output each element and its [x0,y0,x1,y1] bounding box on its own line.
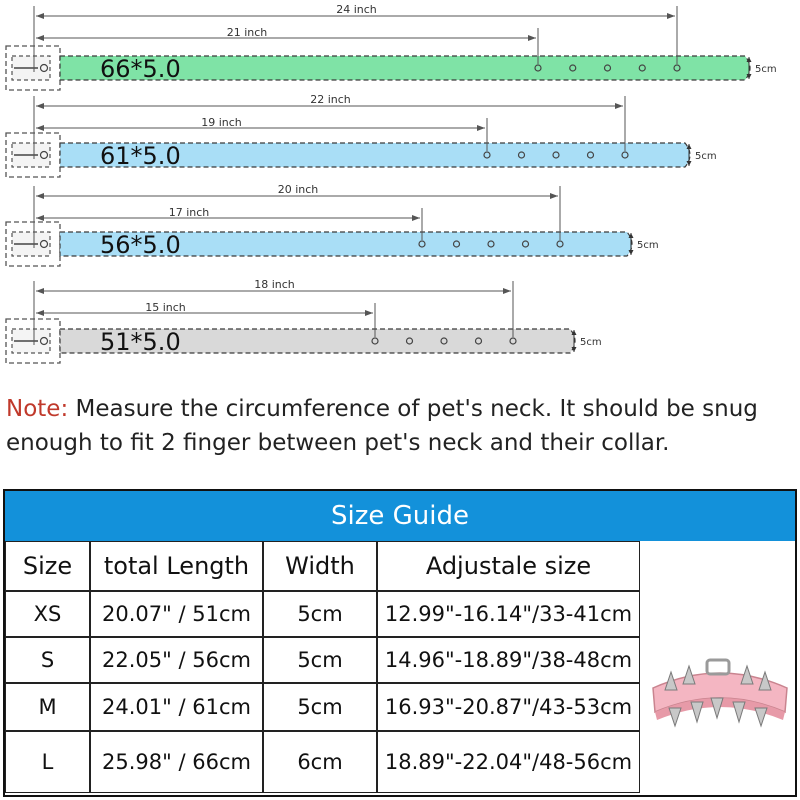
note-text: Measure the circumference of pet's neck. It should be snug enough to fit 2 finger between pet's neck and their collar. [6,396,758,456]
size-guide-title: Size Guide [5,491,795,541]
collar-size-label: 56*5.0 [100,231,181,259]
arrow-head-left [36,310,44,316]
collar-diagram-1 [6,3,777,90]
arrow-head-left [36,193,44,199]
arrow-head-right [503,288,511,294]
collar-diagrams [0,0,800,380]
table-cell: 18.89"-22.04"/48-56cm [377,731,640,793]
table-cell: 5cm [263,591,377,637]
table-cell: 25.98" / 66cm [90,731,263,793]
table-cell: S [5,637,90,683]
column-header: Adjustale size [377,541,640,591]
collar-size-label: 51*5.0 [100,328,181,356]
table-cell: 5cm [263,683,377,731]
column-header: Size [5,541,90,591]
width-label: 5cm [637,240,659,251]
width-label: 5cm [580,337,602,348]
hole-length-label: 19 inch [201,116,242,129]
full-length-label: 20 inch [277,183,319,196]
table-cell: L [5,731,90,793]
hole-length-label: 15 inch [145,301,186,314]
table-cell: 16.93"-20.87"/43-53cm [377,683,640,731]
arrow-head-left [36,288,44,294]
collar-diagram-3 [6,183,659,266]
table-cell: M [5,683,90,731]
full-length-label: 24 inch [336,3,377,16]
table-cell: 6cm [263,731,377,793]
arrow-head-left [36,215,44,221]
pink-spiked-collar-image [645,650,795,740]
table-cell: 22.05" / 56cm [90,637,263,683]
table-cell: XS [5,591,90,637]
table-cell: 20.07" / 51cm [90,591,263,637]
arrow-head-left [36,103,44,109]
arrow-head-right [477,125,485,131]
table-cell: 5cm [263,637,377,683]
arrow-head-right [550,193,558,199]
note-label: Note: [6,396,69,422]
full-length-label: 18 inch [254,278,295,291]
hole-length-label: 21 inch [226,26,268,39]
column-header: Width [263,541,377,591]
hole-length-label: 17 inch [168,206,210,219]
table-cell: 24.01" / 61cm [90,683,263,731]
width-label: 5cm [695,151,717,162]
measure-note [6,392,796,460]
arrow-head-right [615,103,623,109]
arrow-head-right [528,35,536,41]
width-label: 5cm [755,64,777,75]
collar-diagram-2 [6,93,717,177]
arrow-head-right [667,13,675,19]
collar-diagram-4 [6,278,602,363]
table-cell: 12.99"-16.14"/33-41cm [377,591,640,637]
collar-size-label: 61*5.0 [100,142,181,170]
arrow-head-left [36,125,44,131]
collar-size-label: 66*5.0 [100,55,181,83]
full-length-label: 22 inch [310,93,351,106]
arrow-head-right [365,310,373,316]
column-header: total Length [90,541,263,591]
size-guide [3,489,797,797]
arrow-head-left [36,35,44,41]
arrow-head-left [36,13,44,19]
table-cell: 14.96"-18.89"/38-48cm [377,637,640,683]
arrow-head-right [412,215,420,221]
